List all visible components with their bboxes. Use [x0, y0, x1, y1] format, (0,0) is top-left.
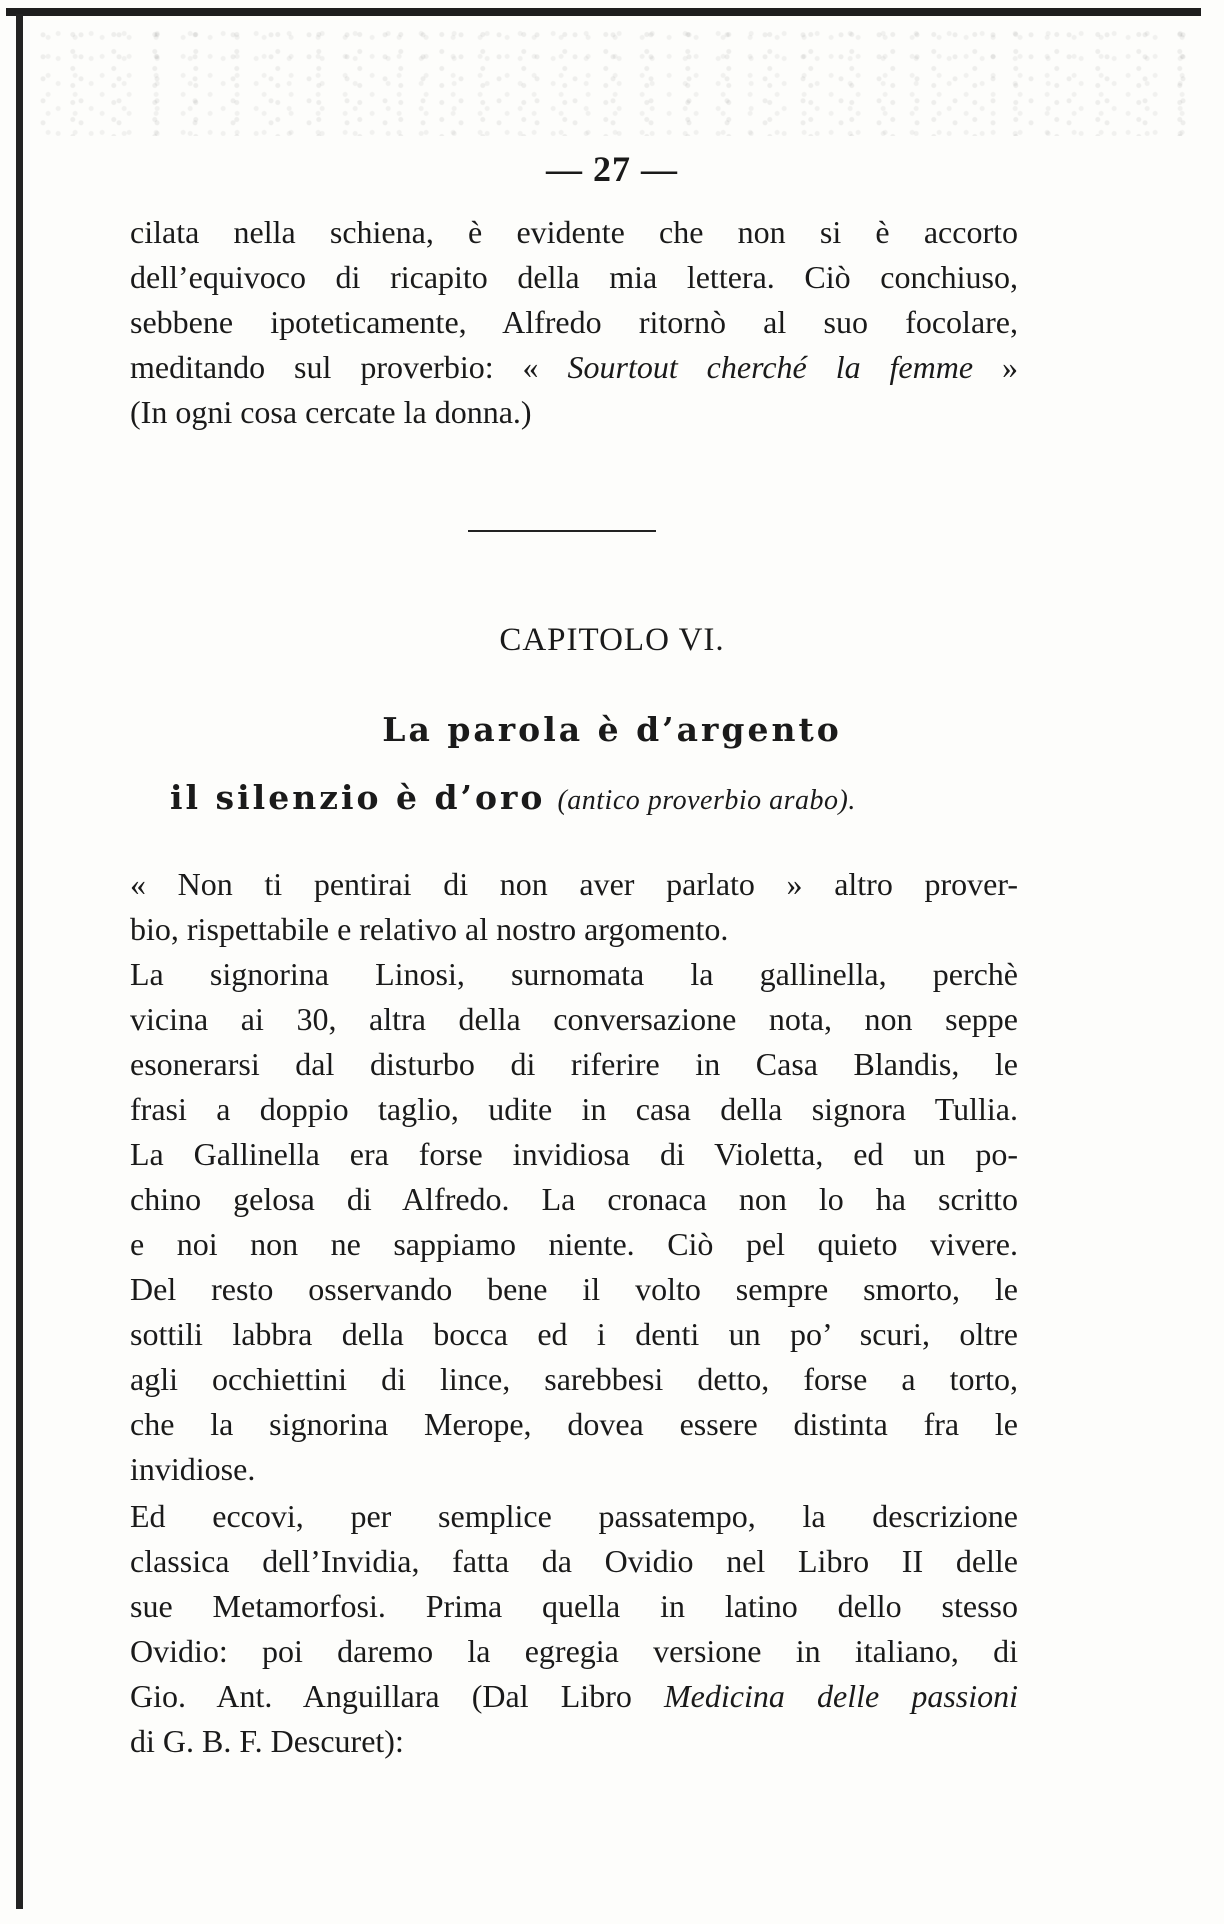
text-line: La Gallinella era forse invidiosa di Violetta, ed un po- — [130, 1136, 1018, 1172]
text-line: agli occhiettini di lince, sarebbesi detto, forse a torto, — [130, 1361, 1018, 1397]
print-speckle-band — [40, 26, 1190, 136]
text-segment: » — [973, 349, 1019, 385]
text-line: sebbene ipoteticamente, Alfredo ritornò al suo focolare, — [130, 304, 1018, 340]
chapter-title-note: (antico proverbio arabo). — [557, 785, 856, 816]
chapter-title-line2 — [170, 778, 856, 817]
text-line: classica dell’Invidia, fatta da Ovidio nel Libro II delle — [130, 1543, 1018, 1579]
text-line: cilata nella schiena, è evidente che non si è accorto — [130, 214, 1018, 250]
left-border-rule — [16, 14, 23, 1909]
text-line: sottili labbra della bocca ed i denti un po’ scuri, oltre — [130, 1316, 1018, 1352]
text-line: Del resto osservando bene il volto sempre smorto, le — [130, 1271, 1018, 1307]
text-line: invidiose. — [130, 1451, 256, 1487]
text-line-book-title — [130, 1674, 1018, 1719]
top-border-rule — [6, 8, 1201, 16]
text-line: La signorina Linosi, surnomata la gallinella, perchè — [130, 956, 1018, 992]
text-line: « Non ti pentirai di non aver parlato » altro prover- — [130, 866, 1018, 902]
book-title-italic: Medicina delle passioni — [664, 1678, 1019, 1714]
text-line: vicina ai 30, altra della conversazione nota, non seppe — [130, 1001, 1018, 1037]
page-number: — 27 — — [546, 149, 678, 189]
text-line: chino gelosa di Alfredo. La cronaca non lo ha scritto — [130, 1181, 1018, 1217]
section-divider-rule — [468, 530, 656, 532]
text-line: bio, rispettabile e relativo al nostro argomento. — [130, 911, 729, 947]
text-line: Ovidio: poi daremo la egregia versione in italiano, di — [130, 1633, 1018, 1669]
text-line: che la signorina Merope, dovea essere distinta fra le — [130, 1406, 1018, 1442]
text-line: dell’equivoco di ricapito della mia lettera. Ciò conchiuso, — [130, 259, 1018, 295]
text-line: frasi a doppio taglio, udite in casa della signora Tullia. — [130, 1091, 1018, 1127]
text-line: esonerarsi dal disturbo di riferire in Casa Blandis, le — [130, 1046, 1018, 1082]
text-line: e noi non ne sappiamo niente. Ciò pel quieto vivere. — [130, 1226, 1018, 1262]
text-line: (In ogni cosa cercate la donna.) — [130, 394, 532, 430]
chapter-title-line1: La parola è d’argento — [382, 710, 842, 749]
proverb-italic: Sourtout cherché la femme — [567, 349, 974, 385]
text-line-proverb — [130, 345, 1018, 390]
text-segment: Gio. Ant. Anguillara (Dal Libro — [130, 1678, 664, 1714]
text-line: di G. B. F. Descuret): — [130, 1723, 404, 1759]
text-line: Ed eccovi, per semplice passatempo, la descrizione — [130, 1498, 1018, 1534]
text-segment: meditando sul proverbio: « — [130, 349, 568, 385]
text-line: sue Metamorfosi. Prima quella in latino dello stesso — [130, 1588, 1018, 1624]
chapter-number: CAPITOLO VI. — [499, 622, 725, 658]
chapter-title-line2-text: il silenzio è d’oro — [170, 778, 546, 817]
